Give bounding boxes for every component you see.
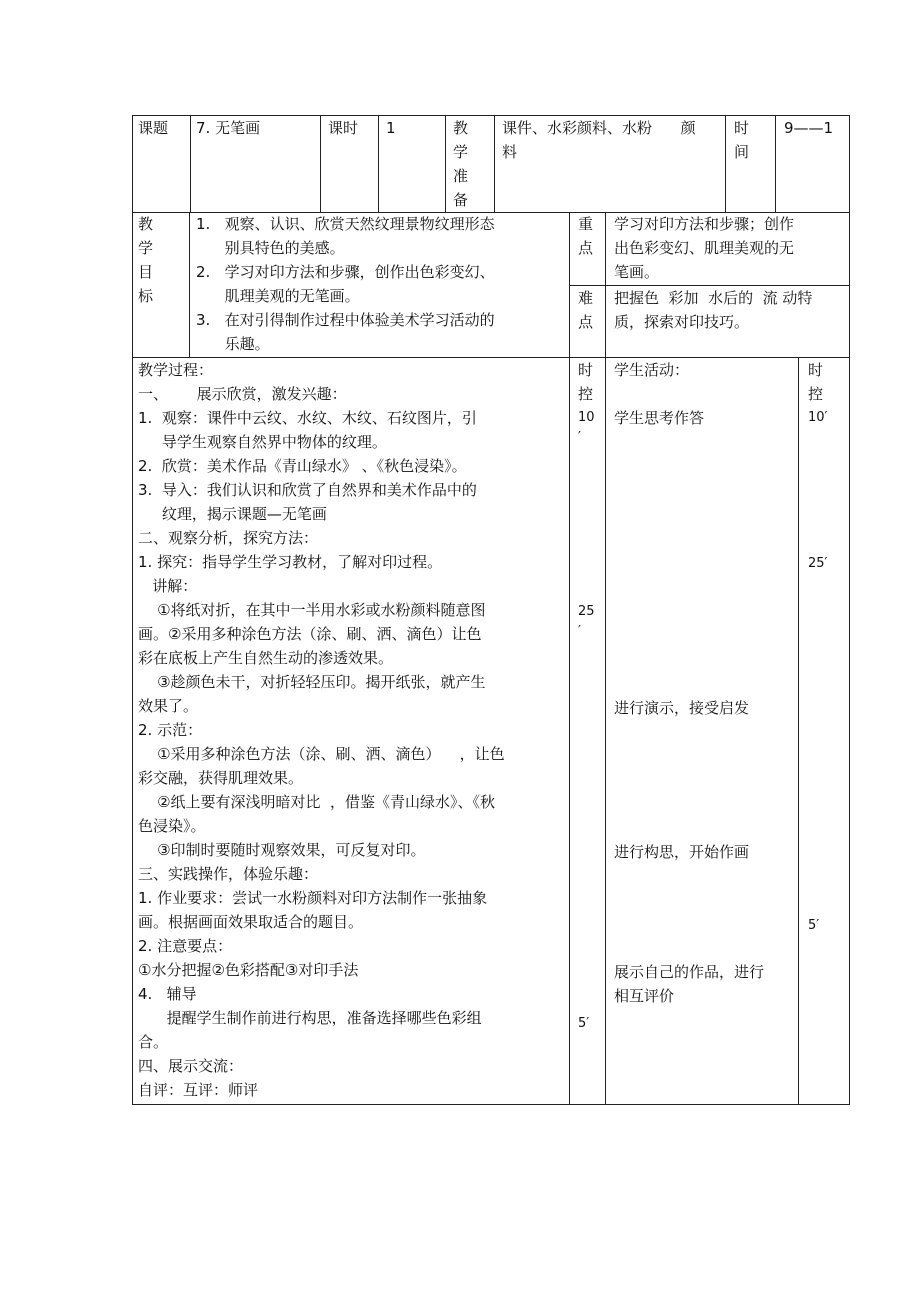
time2-mark: 10′	[808, 410, 828, 425]
goals-label-3: 目	[138, 263, 154, 281]
time-control-header-2: 控	[578, 385, 594, 403]
col-divider-r1-a	[190, 115, 191, 212]
student-activity-header: 学生活动：	[614, 361, 690, 379]
process-line: 导学生观察自然界中物体的纹理。	[138, 433, 387, 451]
process-line: 效果了。	[138, 697, 199, 715]
col-divider-r1-f	[725, 115, 726, 212]
prep-value-2: 料	[502, 143, 518, 161]
col-divider-r2-c	[605, 212, 606, 1104]
process-line: 彩在底板上产生自然生动的渗透效果。	[138, 649, 394, 667]
key-point-line: 学习对印方法和步骤；创作	[614, 215, 795, 233]
process-line: 教学过程：	[138, 361, 214, 379]
col-divider-r1-e	[494, 115, 495, 212]
process-line: ②纸上要有深浅明暗对比 ，借鉴《青山绿水》、《秋	[138, 793, 496, 811]
prep-label-4: 备	[453, 191, 469, 209]
col-divider-r1-b	[320, 115, 321, 212]
goals-label-4: 标	[138, 287, 154, 305]
difficulty-label-2: 点	[578, 313, 594, 331]
time-control2-header-1: 时	[808, 361, 824, 379]
time-label-1: 时	[734, 119, 750, 137]
process-line: 3. 导入：我们认识和欣赏了自然界和美术作品中的	[138, 481, 477, 499]
process-line: ③印制时要随时观察效果，可反复对印。	[138, 841, 426, 859]
row-divider-goals	[132, 357, 850, 358]
student-activity-line: 学生思考作答	[614, 409, 705, 427]
process-line: 自评：互评：师评	[138, 1081, 259, 1099]
col-divider-r1-c	[378, 115, 379, 212]
col-divider-r3	[798, 357, 799, 1104]
key-point-label-2: 点	[578, 239, 594, 257]
process-line: 二、观察分析，探究方法：	[138, 529, 319, 547]
lesson-label: 课题	[138, 119, 169, 137]
goal-line: 乐趣。	[196, 335, 270, 353]
process-line: 2. 注意要点：	[138, 937, 233, 955]
student-activity-line: 展示自己的作品，进行	[614, 963, 765, 981]
prep-label-1: 教	[453, 119, 469, 137]
time-mark: ′	[578, 430, 581, 445]
goals-label-1: 教	[138, 215, 154, 233]
lesson-title: 7. 无笔画	[196, 119, 261, 137]
process-line: 彩交融，获得肌理效果。	[138, 769, 304, 787]
col-divider-r1-g	[775, 115, 776, 212]
time-mark: 5′	[578, 1016, 590, 1031]
table-border-right	[849, 115, 850, 1105]
prep-value-1: 课件、水彩颜料、水粉 颜	[502, 119, 696, 137]
process-line: 色浸染》。	[138, 817, 206, 835]
time-control2-header-2: 控	[808, 385, 824, 403]
col-divider-r1-d	[445, 115, 446, 212]
key-point-line: 出色彩变幻、肌理美观的无	[614, 239, 795, 257]
key-point-line: 笔画。	[614, 263, 660, 281]
time2-mark: 5′	[808, 918, 820, 933]
difficulty-line: 把握色 彩加 水后的 流 动特	[614, 289, 813, 307]
process-line: 合。	[138, 1033, 169, 1051]
goal-line: 3. 在对引得制作过程中体验美术学习活动的	[196, 311, 495, 329]
process-line: 1. 观察：课件中云纹、水纹、木纹、石纹图片，引	[138, 409, 477, 427]
process-line: 2. 欣赏：美术作品《青山绿水》 、《秋色浸染》。	[138, 457, 467, 475]
prep-label-3: 准	[453, 167, 469, 185]
process-line: ①将纸对折，在其中一半用水彩或水粉颜料随意图	[138, 601, 486, 619]
time2-mark: 25′	[808, 556, 828, 571]
time-label-2: 间	[734, 143, 750, 161]
prep-label-2: 学	[453, 143, 469, 161]
difficulty-label-1: 难	[578, 289, 594, 307]
process-line: 4. 辅导	[138, 985, 197, 1003]
col-divider-r2-a	[189, 212, 190, 357]
periods-label: 课时	[328, 119, 359, 137]
time-value: 9——1	[784, 119, 834, 137]
goals-label-2: 学	[138, 239, 154, 257]
student-activity-line: 进行构思，开始作画	[614, 843, 750, 861]
process-line: ①采用多种涂色方法（涂、刷、洒、滴色） ，让色	[138, 745, 505, 763]
process-line: 纹理，揭示课题—无笔画	[138, 505, 327, 523]
process-line: 三、实践操作，体验乐趣：	[138, 865, 319, 883]
process-line: 1. 探究：指导学生学习教材，了解对印过程。	[138, 553, 443, 571]
process-line: 一、 展示欣赏，激发兴趣：	[138, 385, 347, 403]
process-line: 讲解：	[138, 577, 198, 595]
process-line: ①水分把握②色彩搭配③对印手法	[138, 961, 359, 979]
goal-line: 肌理美观的无笔画。	[196, 287, 360, 305]
student-activity-line: 相互评价	[614, 987, 675, 1005]
time-mark: 25	[578, 604, 595, 619]
periods-value: 1	[386, 119, 396, 137]
process-line: 1. 作业要求：尝试一水粉颜料对印方法制作一张抽象	[138, 889, 488, 907]
table-border-bottom	[132, 1104, 850, 1105]
difficulty-line: 质，探索对印技巧。	[614, 313, 750, 331]
key-point-label-1: 重	[578, 215, 594, 233]
goal-line: 别具特色的美感。	[196, 239, 345, 257]
process-line: 四、展示交流：	[138, 1057, 244, 1075]
time-mark: ′	[578, 624, 581, 639]
goal-line: 2. 学习对印方法和步骤，创作出色彩变幻、	[196, 263, 495, 281]
student-activity-line: 进行演示，接受启发	[614, 699, 750, 717]
goal-line: 1. 观察、认识、欣赏天然纹理景物纹理形态	[196, 215, 495, 233]
table-border-left	[132, 115, 133, 1105]
process-line: 画。②采用多种涂色方法（涂、刷、洒、滴色）让色	[138, 625, 482, 643]
process-line: 画。根据画面效果取适合的题目。	[138, 913, 364, 931]
time-control-header-1: 时	[578, 361, 594, 379]
process-line: 提醒学生制作前进行构思，准备选择哪些色彩组	[138, 1009, 482, 1027]
process-line: ③趁颜色未干，对折轻轻压印。揭开纸张，就产生	[138, 673, 486, 691]
process-line: 2. 示范：	[138, 721, 203, 739]
col-divider-r2-b	[569, 212, 570, 1104]
time-mark: 10	[578, 410, 595, 425]
